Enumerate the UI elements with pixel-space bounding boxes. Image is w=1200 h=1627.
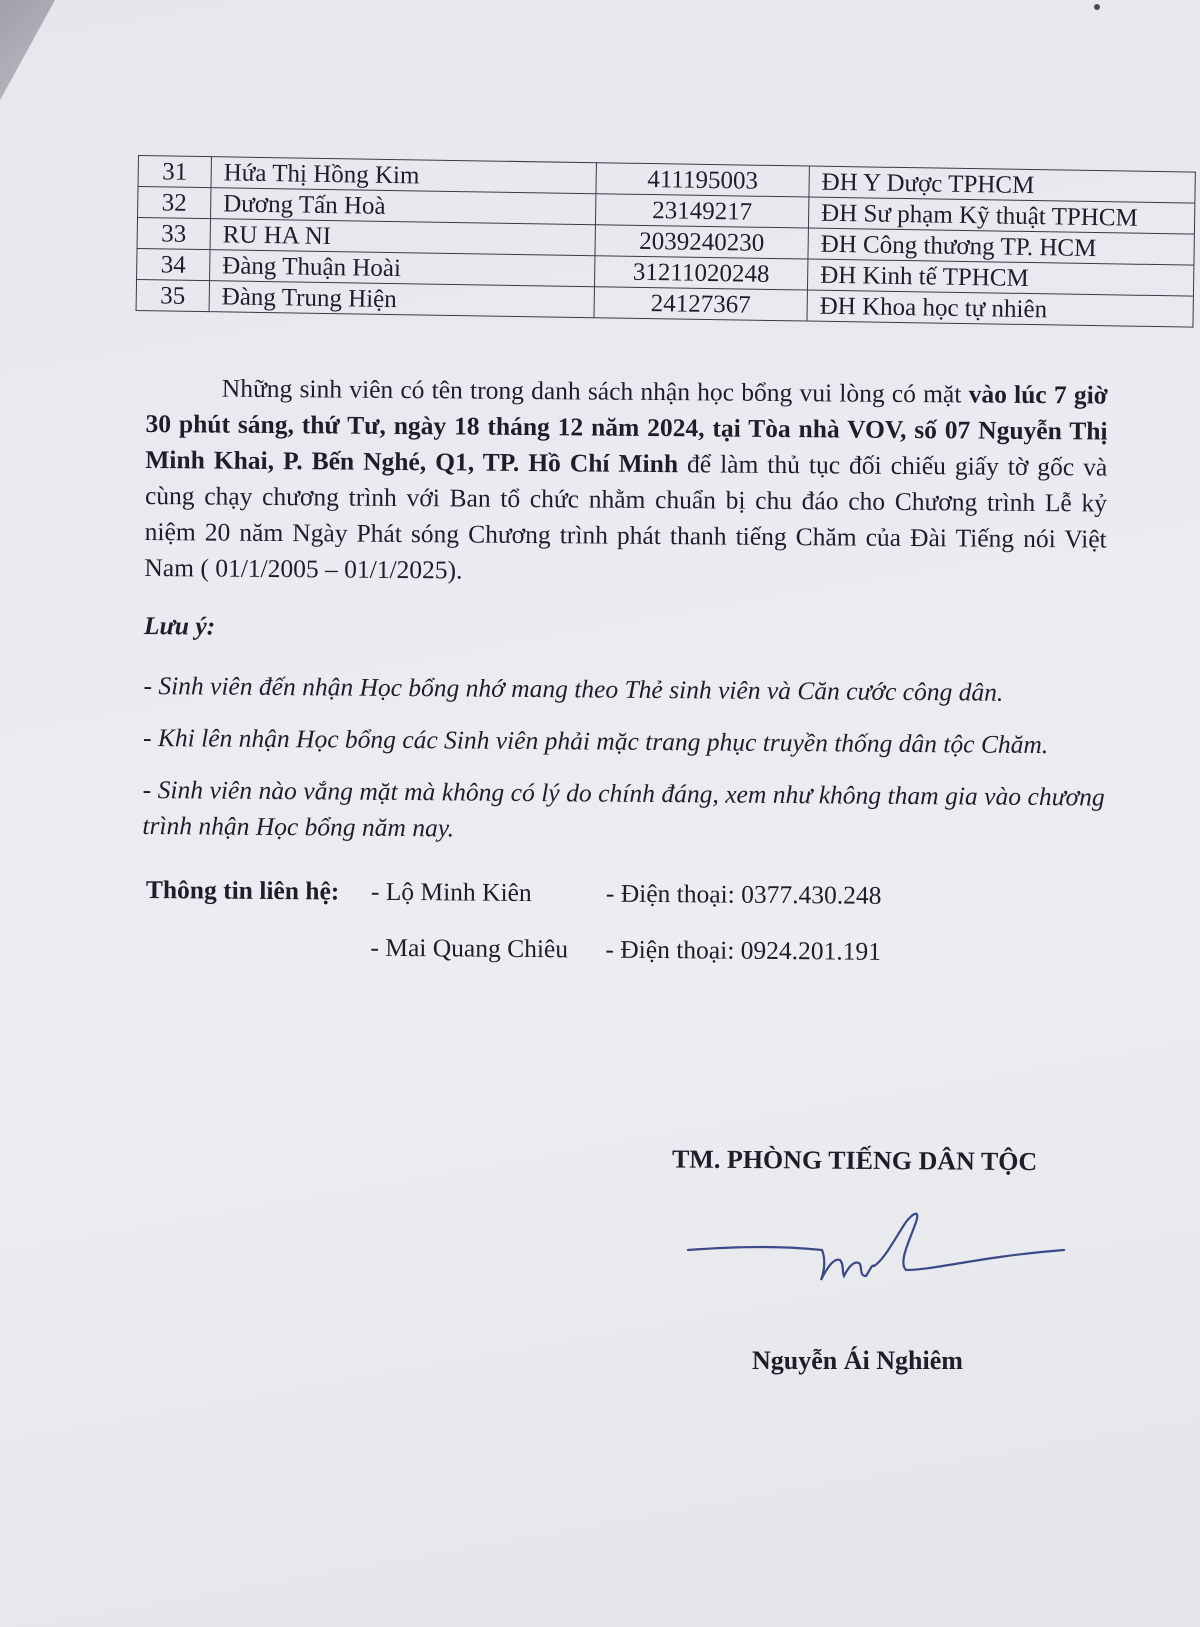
school-name: ĐH Kinh tế TPHCM bbox=[807, 259, 1193, 296]
notice-paragraph bbox=[144, 370, 1108, 594]
row-number: 33 bbox=[137, 218, 210, 250]
note-item: - Sinh viên nào vắng mặt mà không có lý do chính đáng, xem như không tham gia vào chương trình nhận Học bổng năm nay. bbox=[142, 774, 1105, 843]
student-id: 24127367 bbox=[594, 287, 807, 321]
notice-purpose: để làm thủ tục đối chiếu giấy tờ gốc và cùng chạy chương trình với Ban tổ chức nhằm chuẩn bị chu đáo cho Chương trình Lễ kỷ niệm 20 năm Ngày Phát sóng Chương trình phát thanh tiếng Chăm của Đài Tiếng nói Việt Nam ( 01/1/2005 – 01/1/2025). bbox=[144, 449, 1108, 585]
student-name: RU HA NI bbox=[210, 219, 595, 256]
notice-time-place: vào lúc 7 giờ 30 phút sáng, thứ Tư, ngày 18 tháng 12 năm 2024, tại Tòa nhà VOV, số 07 Nguyễn Thị Minh Khai, P. Bến Nghé, Q1, TP. Hồ Chí Minh bbox=[145, 379, 1108, 479]
school-name: ĐH Công thương TP. HCM bbox=[808, 228, 1194, 265]
student-id: 23149217 bbox=[595, 194, 808, 228]
row-number: 31 bbox=[138, 156, 211, 188]
handwritten-signature bbox=[684, 1200, 1104, 1310]
notice-intro: Những sinh viên có tên trong danh sách nhận học bổng vui lòng có mặt bbox=[221, 373, 962, 409]
school-name: ĐH Y Dược TPHCM bbox=[809, 166, 1195, 203]
note-item: - Sinh viên đến nhận Học bổng nhớ mang theo Thẻ sinh viên và Căn cước công dân. bbox=[143, 670, 1004, 707]
note-item: - Khi lên nhận Học bổng các Sinh viên phải mặc trang phục truyền thống dân tộc Chăm. bbox=[142, 722, 1049, 760]
contact-row bbox=[146, 862, 1104, 926]
school-name: ĐH Khoa học tự nhiên bbox=[807, 290, 1193, 327]
signer-name: Nguyễn Ái Nghiêm bbox=[752, 1346, 963, 1375]
contact-phone: - Điện thoại: 0377.430.248 bbox=[605, 878, 882, 910]
student-name: Đàng Trung Hiện bbox=[209, 281, 594, 318]
student-name: Hứa Thị Hồng Kim bbox=[211, 157, 596, 194]
student-id: 31211020248 bbox=[594, 256, 807, 290]
row-number: 32 bbox=[138, 187, 211, 219]
row-number: 35 bbox=[136, 279, 209, 311]
scholarship-table bbox=[136, 155, 1196, 328]
contact-phone: - Điện thoại: 0924.201.191 bbox=[605, 934, 882, 966]
notes-title: Lưu ý: bbox=[143, 610, 216, 641]
contact-name: - Mai Quang Chiêu bbox=[370, 932, 569, 964]
row-number: 34 bbox=[137, 248, 210, 280]
contact-row bbox=[145, 918, 1103, 982]
student-id: 2039240230 bbox=[595, 225, 808, 259]
signing-office: TM. PHÒNG TIẾNG DÂN TỘC bbox=[671, 1144, 1038, 1177]
contact-name: - Lộ Minh Kiên bbox=[370, 876, 532, 908]
contact-label-spacer bbox=[145, 918, 370, 976]
contact-info bbox=[145, 862, 1104, 982]
school-name: ĐH Sư phạm Kỹ thuật TPHCM bbox=[808, 197, 1194, 234]
ink-speck bbox=[1094, 4, 1100, 10]
notice-body bbox=[141, 370, 1108, 982]
student-name: Dương Tấn Hoà bbox=[211, 188, 596, 225]
contact-label: Thông tin liên hệ: bbox=[145, 875, 340, 906]
student-name: Đàng Thuận Hoài bbox=[210, 250, 595, 287]
student-id: 411195003 bbox=[596, 163, 809, 197]
